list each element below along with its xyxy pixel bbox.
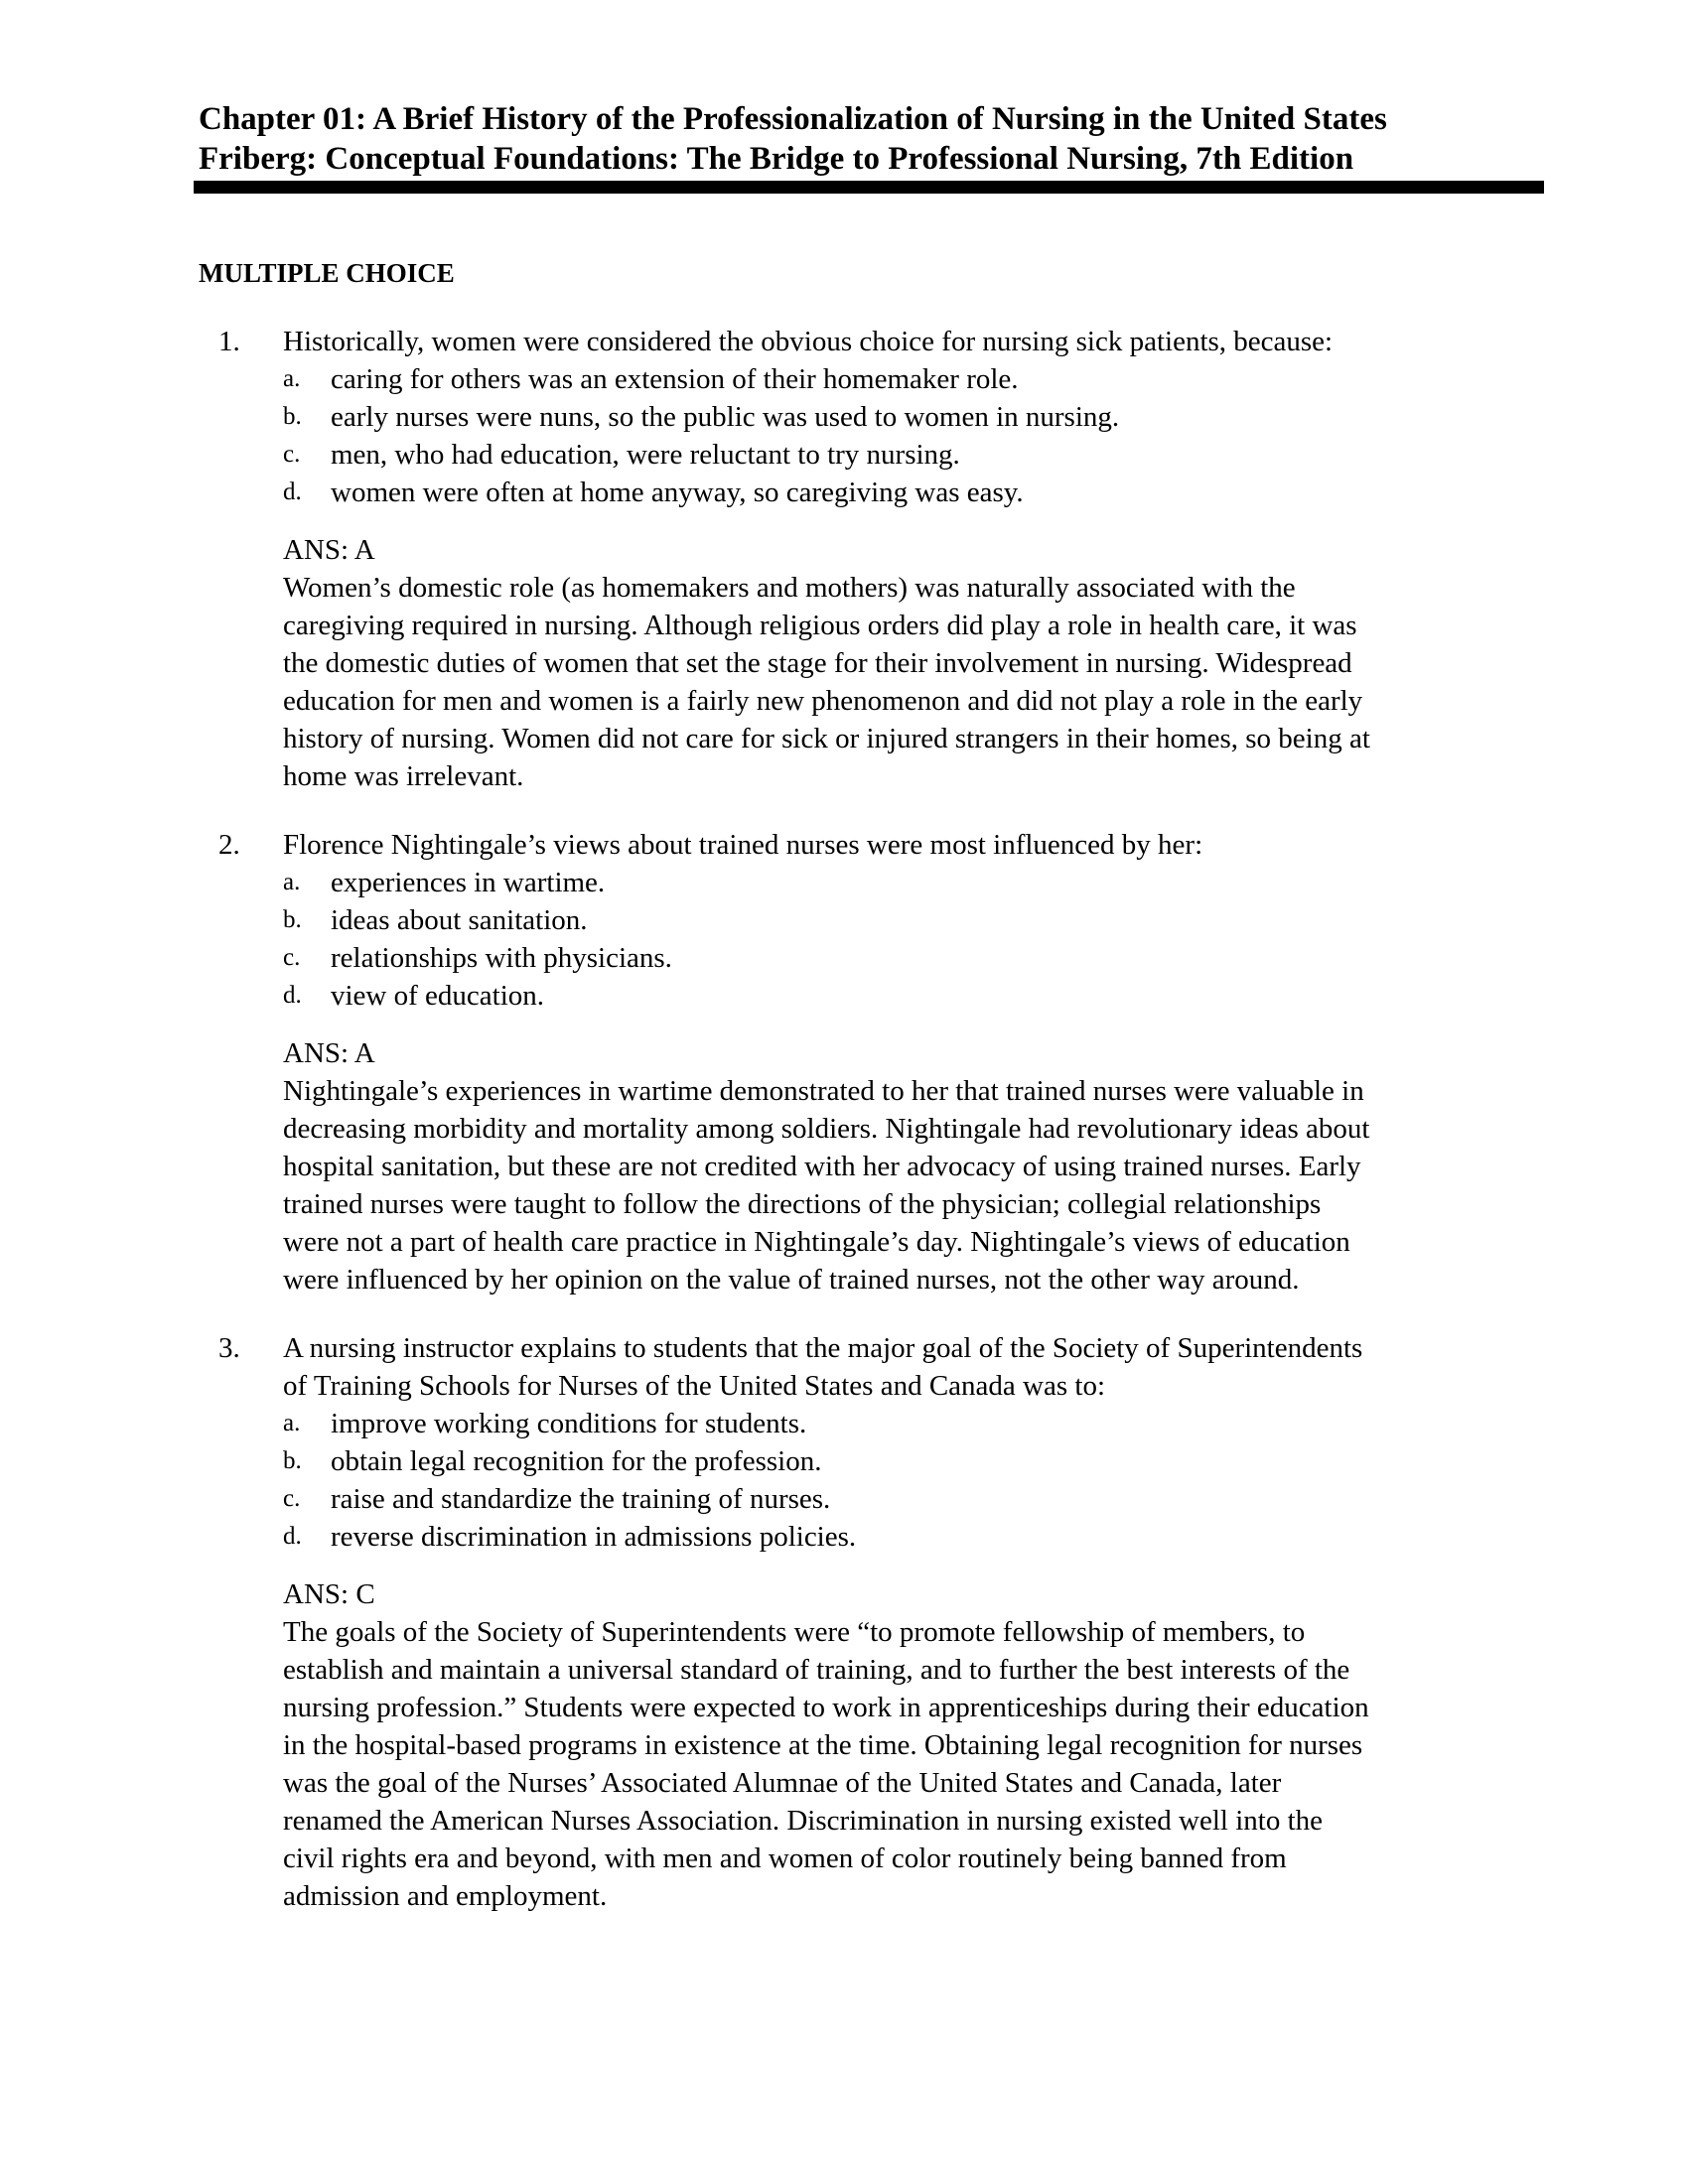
rationale-line: hospital sanitation, but these are not credited with her advocacy of using trained nurses. Early	[283, 1151, 1361, 1182]
option-letter: b.	[283, 906, 302, 933]
option-text: ideas about sanitation.	[331, 904, 588, 936]
option-letter: d.	[283, 478, 302, 505]
rationale-line: renamed the American Nurses Association. Discrimination in nursing existed well into the	[283, 1805, 1324, 1837]
question-stem: Florence Nightingale’s views about trained nurses were most influenced by her:	[283, 829, 1203, 861]
rationale-line: were influenced by her opinion on the value of trained nurses, not the other way around.	[283, 1264, 1300, 1296]
option-text: raise and standardize the training of nurses.	[331, 1483, 831, 1515]
rationale-line: civil rights era and beyond, with men and women of color routinely being banned from	[283, 1843, 1287, 1874]
rationale-line: The goals of the Society of Superintendents were “to promote fellowship of members, to	[283, 1616, 1306, 1648]
rationale-line: admission and employment.	[283, 1880, 608, 1912]
question-number: 3.	[218, 1332, 240, 1364]
option-text: caring for others was an extension of their homemaker role.	[331, 363, 1019, 395]
option-text: experiences in wartime.	[331, 867, 606, 898]
rationale-line: education for men and women is a fairly new phenomenon and did not play a role in the early	[283, 685, 1363, 717]
rationale-line: was the goal of the Nurses’ Associated Alumnae of the United States and Canada, later	[283, 1767, 1282, 1799]
option-letter: b.	[283, 1447, 302, 1474]
rationale-line: decreasing morbidity and mortality among soldiers. Nightingale had revolutionary ideas about	[283, 1113, 1370, 1145]
question-number: 2.	[218, 829, 240, 861]
section-heading: MULTIPLE CHOICE	[199, 258, 455, 288]
option-letter: c.	[283, 1485, 301, 1512]
option-letter: a.	[283, 869, 301, 895]
option-text: view of education.	[331, 980, 545, 1012]
rationale-line: establish and maintain a universal standard of training, and to further the best interests of the	[283, 1654, 1350, 1686]
rationale-line: caregiving required in nursing. Although religious orders did play a role in health care, it was	[283, 610, 1357, 641]
answer-key: ANS: C	[283, 1578, 375, 1610]
rationale-line: history of nursing. Women did not care for sick or injured strangers in their homes, so being at	[283, 723, 1370, 754]
question-stem: Historically, women were considered the obvious choice for nursing sick patients, because:	[283, 326, 1334, 357]
question-number: 1.	[218, 326, 240, 357]
option-letter: c.	[283, 944, 301, 971]
rationale-line: nursing profession.” Students were expected to work in apprenticeships during their education	[283, 1692, 1369, 1723]
header-rule	[194, 181, 1544, 194]
option-letter: b.	[283, 403, 302, 430]
answer-key: ANS: A	[283, 1037, 375, 1069]
option-letter: d.	[283, 1523, 302, 1550]
option-text: improve working conditions for students.	[331, 1408, 807, 1439]
option-text: obtain legal recognition for the profession.	[331, 1445, 822, 1477]
option-text: relationships with physicians.	[331, 942, 672, 974]
option-letter: c.	[283, 441, 301, 468]
rationale-line: Nightingale’s experiences in wartime demonstrated to her that trained nurses were valuable in	[283, 1075, 1364, 1107]
rationale-line: Women’s domestic role (as homemakers and mothers) was naturally associated with the	[283, 572, 1296, 604]
option-letter: a.	[283, 365, 301, 392]
option-letter: d.	[283, 982, 302, 1009]
option-text: men, who had education, were reluctant to try nursing.	[331, 439, 960, 471]
option-letter: a.	[283, 1410, 301, 1436]
rationale-line: trained nurses were taught to follow the directions of the physician; collegial relationships	[283, 1188, 1322, 1220]
option-text: women were often at home anyway, so caregiving was easy.	[331, 477, 1024, 508]
book-title: Friberg: Conceptual Foundations: The Bridge to Professional Nursing, 7th Edition	[199, 141, 1354, 177]
rationale-line: home was irrelevant.	[283, 760, 524, 792]
option-text: reverse discrimination in admissions policies.	[331, 1521, 857, 1553]
question-stem: A nursing instructor explains to students that the major goal of the Society of Superintendents	[283, 1332, 1363, 1364]
rationale-line: in the hospital-based programs in existence at the time. Obtaining legal recognition for nurses	[283, 1729, 1363, 1761]
answer-key: ANS: A	[283, 534, 375, 566]
rationale-line: the domestic duties of women that set the stage for their involvement in nursing. Widespread	[283, 647, 1352, 679]
question-stem: of Training Schools for Nurses of the United States and Canada was to:	[283, 1370, 1106, 1402]
option-text: early nurses were nuns, so the public was used to women in nursing.	[331, 401, 1120, 433]
rationale-line: were not a part of health care practice in Nightingale’s day. Nightingale’s views of education	[283, 1226, 1350, 1258]
chapter-title: Chapter 01: A Brief History of the Professionalization of Nursing in the United States	[199, 101, 1387, 137]
